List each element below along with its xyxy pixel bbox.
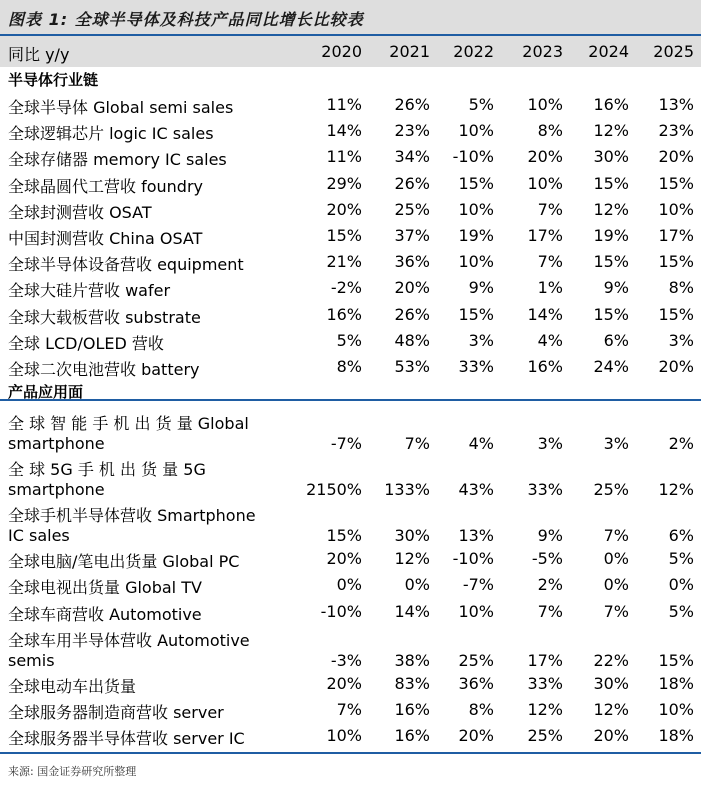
table-cell: -10%	[320, 601, 362, 621]
table-cell: 16%	[326, 304, 362, 324]
table-cell: 20%	[326, 199, 362, 219]
table-cell: 26%	[394, 304, 430, 324]
row-label: smartphone	[8, 434, 105, 454]
table-cell: 12%	[593, 199, 629, 219]
source-note: 来源: 国金证券研究所整理	[8, 765, 137, 778]
table-cell: 24%	[593, 357, 629, 376]
row-label: 全球车用半导体营收 Automotive	[8, 630, 250, 650]
table-cell: 5%	[668, 601, 694, 621]
table-cell: 29%	[326, 173, 362, 193]
table-cell: 11%	[326, 147, 362, 167]
table-cell: 15%	[593, 252, 629, 272]
table-cell: 10%	[458, 199, 494, 219]
row-label: 全球服务器制造商营收 server	[8, 703, 224, 722]
table-cell: 10%	[658, 700, 694, 719]
table-cell: 12%	[658, 480, 694, 500]
row-label: 全球大载板营收 substrate	[8, 307, 201, 327]
table-cell: 12%	[527, 700, 563, 719]
table-cell: 43%	[458, 480, 494, 500]
table-cell: 12%	[394, 549, 430, 569]
table-cell: 23%	[394, 121, 430, 141]
row-label: 全球半导体 Global semi sales	[8, 98, 234, 117]
year-header: 2020	[321, 42, 362, 61]
table-cell: 15%	[593, 173, 629, 193]
section-divider	[0, 399, 701, 401]
table-cell: 33%	[458, 357, 494, 376]
table-cell: 30%	[593, 673, 629, 693]
table-cell: 38%	[394, 650, 430, 670]
table-cell: 33%	[527, 480, 563, 500]
table-cell: 15%	[658, 173, 694, 193]
table-cell: 14%	[527, 304, 563, 324]
table-cell: 5%	[468, 95, 494, 114]
table-cell: 15%	[593, 304, 629, 324]
table-cell: -5%	[531, 549, 563, 569]
table-cell: 0%	[603, 549, 629, 569]
table-cell: -10%	[452, 549, 494, 569]
table-cell: 20%	[658, 357, 694, 376]
year-header: 2023	[522, 42, 563, 61]
table-cell: 30%	[394, 526, 430, 546]
table-cell: 7%	[336, 700, 362, 719]
table-cell: 7%	[537, 199, 563, 219]
table-cell: 6%	[668, 526, 694, 546]
table-cell: 26%	[394, 173, 430, 193]
table-cell: 34%	[394, 147, 430, 167]
table-cell: 15%	[658, 650, 694, 670]
table-cell: 18%	[658, 726, 694, 746]
row-label: 全球逻辑芯片 logic IC sales	[8, 124, 214, 144]
table-cell: 8%	[668, 278, 694, 298]
table-cell: 36%	[458, 673, 494, 693]
table-cell: 9%	[603, 278, 629, 298]
row-label: 全球晶圆代工营收 foundry	[8, 176, 203, 196]
section-heading: 半导体行业链	[8, 71, 99, 89]
table-cell: 3%	[468, 330, 494, 350]
table-cell: 21%	[326, 252, 362, 272]
table-cell: 0%	[336, 575, 362, 595]
table-cell: 37%	[394, 226, 430, 245]
table-cell: 83%	[394, 673, 430, 693]
year-header: 2021	[389, 42, 430, 61]
table-cell: 3%	[603, 434, 629, 454]
table-cell: 33%	[527, 673, 563, 693]
table-cell: 7%	[537, 601, 563, 621]
table-bottom-rule	[0, 752, 701, 754]
table-cell: 5%	[668, 549, 694, 569]
table-cell: 16%	[394, 700, 430, 719]
table-cell: 10%	[658, 199, 694, 219]
table-cell: 0%	[668, 575, 694, 595]
table-cell: -3%	[330, 650, 362, 670]
table-cell: 48%	[394, 330, 430, 350]
table-cell: 19%	[593, 226, 629, 245]
row-label: IC sales	[8, 526, 70, 546]
table-cell: -7%	[330, 434, 362, 454]
row-label: 全球 LCD/OLED 营收	[8, 333, 164, 353]
table-cell: 8%	[468, 700, 494, 719]
table-cell: 20%	[458, 726, 494, 746]
table-cell: 0%	[404, 575, 430, 595]
table-cell: 17%	[527, 226, 563, 245]
table-cell: 36%	[394, 252, 430, 272]
table-cell: 16%	[593, 95, 629, 114]
table-cell: 10%	[458, 252, 494, 272]
table-cell: 20%	[527, 147, 563, 167]
table-cell: 10%	[326, 726, 362, 746]
table-cell: 20%	[326, 673, 362, 693]
table-cell: 13%	[458, 526, 494, 546]
figure-title: 图表 1: 全球半导体及科技产品同比增长比较表	[8, 10, 364, 29]
table-cell: 7%	[603, 601, 629, 621]
row-label: 全球半导体设备营收 equipment	[8, 255, 244, 275]
table-cell: 11%	[326, 95, 362, 114]
row-label: 全球电脑/笔电出货量 Global PC	[8, 552, 240, 572]
table-cell: 10%	[527, 173, 563, 193]
table-cell: 2%	[537, 575, 563, 595]
table-cell: 15%	[658, 252, 694, 272]
row-label: 全球封测营收 OSAT	[8, 202, 152, 222]
table-cell: 1%	[537, 278, 563, 298]
year-header: 2024	[588, 42, 629, 61]
table-cell: 4%	[537, 330, 563, 350]
year-header: 2022	[453, 42, 494, 61]
table-cell: 9%	[468, 278, 494, 298]
table-cell: 8%	[336, 357, 362, 376]
row-label: 全球大硅片营收 wafer	[8, 281, 171, 301]
table-cell: 15%	[326, 226, 362, 245]
table-cell: 25%	[394, 199, 430, 219]
table-cell: 0%	[603, 575, 629, 595]
table-cell: -10%	[452, 147, 494, 167]
row-label: 全球电动车出货量	[8, 676, 137, 696]
table-cell: 7%	[537, 252, 563, 272]
table-cell: 19%	[458, 226, 494, 245]
table-cell: 133%	[384, 480, 430, 500]
table-cell: 8%	[537, 121, 563, 141]
table-cell: 7%	[404, 434, 430, 454]
table-cell: 13%	[658, 95, 694, 114]
table-cell: 2%	[668, 434, 694, 454]
table-cell: 22%	[593, 650, 629, 670]
table-cell: 30%	[593, 147, 629, 167]
row-label: 全球电视出货量 Global TV	[8, 578, 202, 598]
table-cell: -2%	[330, 278, 362, 298]
table-cell: 15%	[326, 526, 362, 546]
table-cell: 2150%	[306, 480, 362, 500]
table-cell: 25%	[458, 650, 494, 670]
table-cell: 15%	[458, 304, 494, 324]
table-cell: 23%	[658, 121, 694, 141]
table-cell: 14%	[326, 121, 362, 141]
table-cell: 20%	[326, 549, 362, 569]
table-cell: 15%	[458, 173, 494, 193]
table-cell: 18%	[658, 673, 694, 693]
table-cell: 7%	[603, 526, 629, 546]
table-cell: 17%	[658, 226, 694, 245]
row-label: semis	[8, 650, 55, 670]
row-label: 全 球 智 能 手 机 出 货 量 Global	[8, 414, 249, 434]
row-label: 全 球 5G 手 机 出 货 量 5G	[8, 460, 206, 480]
table-cell: 3%	[537, 434, 563, 454]
table-cell: 10%	[458, 601, 494, 621]
table-cell: 26%	[394, 95, 430, 114]
table-cell: 20%	[593, 726, 629, 746]
row-label: 中国封测营收 China OSAT	[8, 229, 203, 248]
table-cell: 20%	[658, 147, 694, 167]
table-cell: 16%	[394, 726, 430, 746]
row-label: 全球车商营收 Automotive	[8, 604, 202, 624]
row-label: 全球手机半导体营收 Smartphone	[8, 506, 256, 526]
table-cell: 3%	[668, 330, 694, 350]
year-header: 2025	[653, 42, 694, 61]
table-cell: 4%	[468, 434, 494, 454]
table-cell: -7%	[462, 575, 494, 595]
table-cell: 15%	[658, 304, 694, 324]
table-cell: 20%	[394, 278, 430, 298]
table-cell: 10%	[527, 95, 563, 114]
title-bar	[0, 0, 701, 36]
row-label: smartphone	[8, 480, 105, 500]
section-heading: 产品应用面	[8, 383, 84, 402]
table-cell: 14%	[394, 601, 430, 621]
table-cell: 5%	[336, 330, 362, 350]
table-cell: 25%	[593, 480, 629, 500]
table-cell: 9%	[537, 526, 563, 546]
table-cell: 6%	[603, 330, 629, 350]
table-cell: 12%	[593, 700, 629, 719]
table-cell: 53%	[394, 357, 430, 376]
row-label: 全球服务器半导体营收 server IC	[8, 729, 245, 749]
table-cell: 16%	[527, 357, 563, 376]
table-cell: 25%	[527, 726, 563, 746]
table-cell: 10%	[458, 121, 494, 141]
row-label: 全球存储器 memory IC sales	[8, 150, 227, 170]
row-label: 全球二次电池营收 battery	[8, 360, 200, 379]
header-label: 同比 y/y	[8, 45, 70, 64]
table-cell: 17%	[527, 650, 563, 670]
table-cell: 12%	[593, 121, 629, 141]
